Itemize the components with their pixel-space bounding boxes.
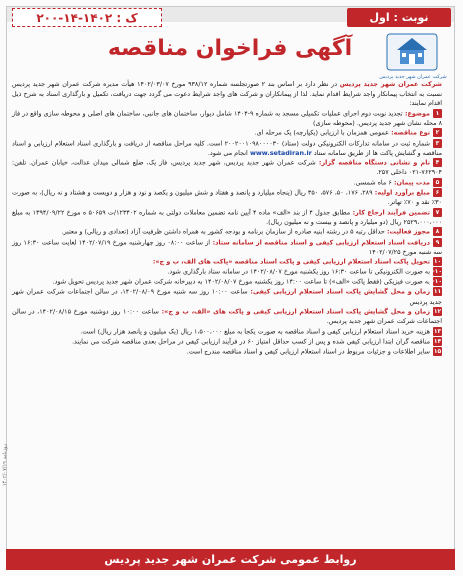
section-number: ۶ — [433, 188, 442, 197]
section-text: ۶ ماه شمسی. — [353, 178, 392, 187]
section-item — [12, 139, 442, 159]
section-label: نوع مناقصه: — [388, 128, 430, 137]
section-item — [12, 188, 442, 208]
section-number: ۱-۱۰ — [428, 268, 442, 276]
section-number: ۱۳ — [433, 327, 442, 335]
section-item — [12, 267, 442, 277]
section-text: به صورت فیزیکی (فقط پاکت «الف») تا ساعت ۱۴:۰۰ روز یکشنبه مورخ ۱۴۰۲/۰۸/۰۷ به دبیرخانه شرکت عمران شهر جدید پردیس تحویل شود. — [52, 277, 430, 286]
section-text: ساعت ۱۰:۰۰ روز دوشنبه مورخ ۱۴۰۲/۰۸/۱۵، در سالن اجتماعات شرکت عمران شهر جدید پردیس. — [12, 307, 442, 326]
section-number: ۷ — [433, 208, 442, 217]
section-number: ۹ — [433, 238, 442, 247]
section-label: نام و نشانی دستگاه مناقصه گزار: — [315, 158, 430, 167]
section-text: از ساعت ۰۸:۰۰ روز چهارشنبه مورخ ۱۴۰۲/۰۷/۱۹ لغایت ساعت ۱۶:۳۰ روز سه شنبه مورخ ۱۴۰۲/۰۷/۲۵ — [12, 238, 442, 256]
setad-link[interactable]: www.setadiran.ir — [247, 148, 312, 157]
section-item — [12, 287, 442, 307]
section-item — [12, 178, 442, 188]
side-note: روزنامه ۱۴۰۲/۰۷/۱۹ — [2, 444, 8, 486]
section-number: ۱۵ — [433, 348, 442, 356]
section-label: مدت پیمان: — [391, 178, 430, 187]
section-label: مبلغ برآورد اولیه: — [372, 188, 430, 197]
section-item — [12, 109, 442, 129]
section-text: عمومی همزمان با ارزیابی (یکپارچه) یک مرحله ای. — [254, 128, 389, 137]
section-item — [12, 238, 442, 258]
section-item — [12, 227, 442, 237]
section-number: ۲-۱۰ — [428, 278, 442, 286]
section-text: هزینه خرید اسناد استعلام ارزیابی کیفی و اسناد مناقصه به صورت یکجا به مبلغ ۱،۵۰۰،۰۰۰ ریال (یک میلیون و پانصد هزار ریال) است. — [80, 327, 430, 336]
section-number: ۳ — [433, 139, 442, 148]
logo-caption: شرکت عمران شهر جدید پردیس — [379, 74, 447, 80]
round-badge: نوبت : اول — [347, 8, 451, 27]
section-number: ۱۱ — [433, 288, 442, 296]
ad-title: آگهی فراخوان مناقصه — [107, 36, 353, 61]
section-label: تضمین فرآیند ارجاع کار: — [350, 208, 430, 217]
section-item — [12, 327, 442, 337]
section-number: ۱ — [433, 109, 442, 118]
section-text: حداقل رتبه ۵ در رشته ابنیه صادره از سازمان برنامه و بودجه کشور به همراه داشتن ظرفیت آزاد (تعدادی و ریالی) و معتبر. — [61, 227, 385, 236]
section-text: مناقصه گران ابتدا ارزیابی کیفی شده و پس از کسب حداقل امتیاز ۶۰ در فرآیند ارزیابی کیفی در مراحل بعدی مناقصه شرکت می نمایند. — [72, 337, 430, 346]
section-item — [12, 277, 442, 287]
section-label: مجوز فعالیت: — [384, 227, 430, 236]
section-item — [12, 158, 442, 178]
section-text-after: انجام می شود. — [207, 148, 248, 157]
ad-code: ک : ۱۴۰۲-۱۴-۲۰۰ — [12, 8, 162, 27]
section-label: زمان و محل گشایش پاکت اسناد استعلام ارزیابی کیفی و پاکت های «الف، ب و ج»: — [158, 307, 430, 316]
section-item — [12, 128, 442, 138]
section-label: دریافت اسناد استعلام ارزیابی کیفی و اسناد مناقصه از سامانه ستاد: — [210, 238, 430, 246]
section-text: شرکت عمران شهر جدید پردیس، شهر جدید پردیس، فاز یک، ضلع شمالی میدان عدالت، خیابان عمران. تلفن: ۷۶۲۹۰۴-۰۲۱ داخلی ۲۵۷. — [12, 158, 442, 177]
section-label: موضوع: — [402, 109, 431, 118]
company-logo — [383, 30, 441, 74]
section-item — [12, 257, 442, 267]
section-text: سایر اطلاعات و جزئیات مربوط در اسناد استعلام ارزیابی کیفی و اسناد مناقصه مندرج است. — [186, 347, 430, 356]
sections-list — [12, 109, 442, 357]
section-item — [12, 208, 442, 228]
section-item — [12, 347, 442, 357]
section-number: ۲ — [433, 128, 442, 137]
footer-banner: روابط عمومی شرکت عمران شهر جدید پردیس — [6, 549, 455, 570]
section-text: ۲۸۹، ۱۷۶، ۵۰، ۵۷۶، ۳۵۰ ریال (پنجاه میلیارد و پانصد و هفتاد و شش میلیون و یکصد و نود و هزار و دویست و هشتاد و نه ریال)، به صورت ۳۰٪ نقد و ۷۰٪ تهاتر. — [12, 188, 442, 207]
section-text: به صورت الکترونیکی تا ساعت ۱۶:۳۰ روز یکشنبه مورخ ۱۴۰۲/۰۸/۰۷ در سامانه ستاد بارگذاری شود. — [167, 267, 430, 276]
ad-body — [12, 80, 442, 357]
intro-paragraph — [12, 80, 442, 109]
section-number: ۵ — [433, 178, 442, 187]
section-number: ۱۴ — [433, 337, 442, 345]
section-text: تجدید نوبت دوم اجرای عملیات تکمیلی مسجد به شماره ۹-۱۴۰۴ شامل دیوار، ساختمان های جانبی، ساختمان های اصلی و محوطه سازی واقع در فاز ۸ محله نشان شهر جدید پردیس. (محوطه سازی) — [12, 109, 442, 127]
section-number: ۱۰ — [433, 258, 442, 266]
section-item — [12, 307, 442, 327]
section-item — [12, 337, 442, 347]
section-text: شماره ثبت در سامانه تدارکات الکترونیکی دولت (ستاد) ۲۰۰۲۰۰۱۰۹۸۰۰۰۰۳۰ است. کلیه مراحل مناقصه از دریافت و بارگذاری اسناد استعلام ارزیابی و اسناد مناقصه و گشایش پاکت ها از طریق سامانه ستاد — [12, 139, 442, 157]
section-text: مطابق جدول ۴ از بند «الف» ماده ۴ آیین نامه تضمین معاملات دولتی به شماره ۱۲۳۴۰۲/ت ۵۰۶۵۹ ه مورخ ۱۳۹۴/۰۹/۲۲ به مبلغ ۲۵۲۹،۰۰۰،۰۰۰ ریال (دو میلیارد و پانصد و بیست و نه میلیون ریال). — [12, 208, 442, 226]
section-text: ساعت ۱۰:۰۰ روز سه شنبه مورخ ۱۴۰۲/۰۸/۰۹، در سالن اجتماعات شرکت عمران شهر جدید پردیس — [12, 287, 442, 306]
section-number: ۱۲ — [433, 308, 442, 316]
section-label: تحویل پاکت اسناد استعلام ارزیابی کیفی و پاکت اسناد مناقصه «پاکت های الف، ب و ج»: — [152, 257, 430, 266]
section-number: ۴ — [433, 158, 442, 167]
company-name: شرکت عمران شهر جدید پردیس — [339, 80, 442, 88]
intro-text: در نظر دارد بر اساس بند ۲ صورتجلسه شماره ۹۳۸/۱۲ مورخ ۱۴۰۲/۰۳/۰۷ هیأت مدیره شرکت عمران شهر جدید پردیس نسبت به انتخاب پیمانکار واجد شرایط اقدام نماید. لذا از پیمانکاران و شرکت های واجد شرایط دعوت می گردد جهت دریافت، تکمیل و بارگذاری اسناد به شرح ذیل اقدام نمایند: — [12, 80, 442, 108]
section-label: زمان و محل گشایش پاکت اسناد استعلام ارزیابی کیفی: — [247, 287, 430, 296]
section-number: ۸ — [433, 227, 442, 236]
